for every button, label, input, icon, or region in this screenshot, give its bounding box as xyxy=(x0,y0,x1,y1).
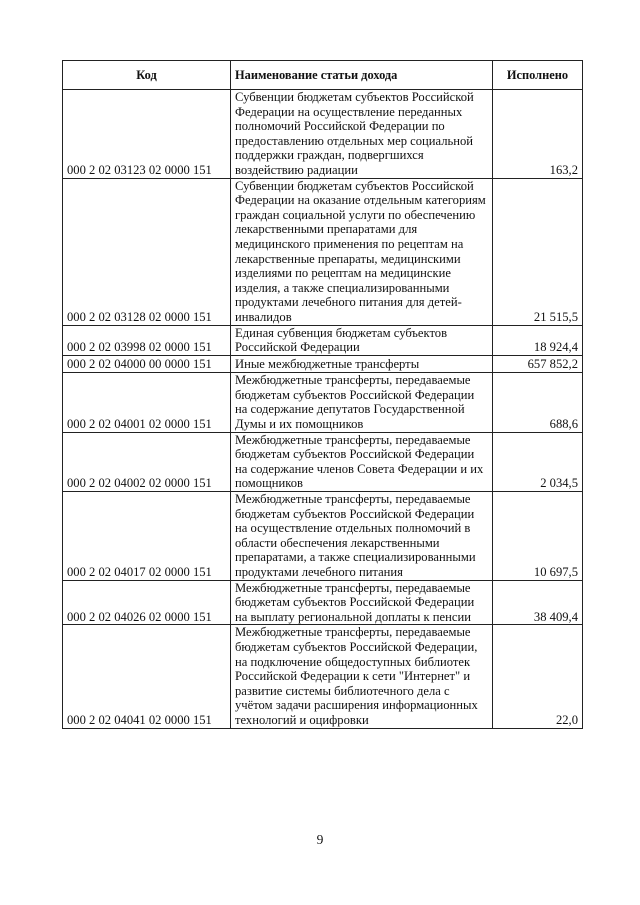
row-executed: 163,2 xyxy=(493,90,583,179)
table-row xyxy=(63,178,583,325)
row-name: Межбюджетные трансферты, передаваемые бюджетам субъектов Российской Федерации на выплату региональной доплаты к пенсии xyxy=(231,580,493,625)
row-code: 000 2 02 04017 02 0000 151 xyxy=(63,492,231,581)
table-row xyxy=(63,432,583,491)
row-name: Субвенции бюджетам субъектов Российской Федерации на оказание отдельным категориям граждан социальной услуги по обеспечению лекарственными препаратами для медицинского применения по рецептам на лекарственные препараты, медицинскими изделиями по рецептам на медицинские изделия, а также специализированными продуктами лечебного питания для детей-инвалидов xyxy=(231,178,493,325)
table-header xyxy=(63,61,583,90)
row-name: Единая субвенция бюджетам субъектов Российской Федерации xyxy=(231,325,493,355)
header-row xyxy=(63,61,583,90)
row-executed: 22,0 xyxy=(493,625,583,728)
column-header-executed: Исполнено xyxy=(493,61,583,90)
row-executed: 10 697,5 xyxy=(493,492,583,581)
table-row xyxy=(63,325,583,355)
row-code: 000 2 02 04001 02 0000 151 xyxy=(63,373,231,432)
row-code: 000 2 02 03998 02 0000 151 xyxy=(63,325,231,355)
row-name: Межбюджетные трансферты, передаваемые бюджетам субъектов Российской Федерации, на подключение общедоступных библиотек Российской Федерации к сети "Интернет" и развитие системы библиотечного дела с учётом задачи расширения информационных технологий и оцифровки xyxy=(231,625,493,728)
table-row xyxy=(63,492,583,581)
table-row xyxy=(63,90,583,179)
table-row xyxy=(63,373,583,432)
row-name: Межбюджетные трансферты, передаваемые бюджетам субъектов Российской Федерации на содержание членов Совета Федерации и их помощников xyxy=(231,432,493,491)
row-code: 000 2 02 04002 02 0000 151 xyxy=(63,432,231,491)
row-code: 000 2 02 03128 02 0000 151 xyxy=(63,178,231,325)
row-executed: 21 515,5 xyxy=(493,178,583,325)
row-name: Межбюджетные трансферты, передаваемые бюджетам субъектов Российской Федерации на осуществление отдельных полномочий в области обеспечения лекарственными препаратами, а также специализированными продуктами лечебного питания xyxy=(231,492,493,581)
table-row xyxy=(63,625,583,728)
table-row xyxy=(63,580,583,625)
page-number: 9 xyxy=(316,832,324,847)
table-body xyxy=(63,90,583,729)
row-code: 000 2 02 04041 02 0000 151 xyxy=(63,625,231,728)
row-executed: 657 852,2 xyxy=(493,355,583,373)
row-name: Межбюджетные трансферты, передаваемые бюджетам субъектов Российской Федерации на содержание депутатов Государственной Думы и их помощников xyxy=(231,373,493,432)
row-code: 000 2 02 03123 02 0000 151 xyxy=(63,90,231,179)
row-code: 000 2 02 04026 02 0000 151 xyxy=(63,580,231,625)
row-executed: 688,6 xyxy=(493,373,583,432)
row-name: Иные межбюджетные трансферты xyxy=(231,355,493,373)
column-header-name: Наименование статьи дохода xyxy=(231,61,493,90)
revenue-table xyxy=(62,60,583,729)
table-row xyxy=(63,355,583,373)
row-executed: 2 034,5 xyxy=(493,432,583,491)
row-executed: 18 924,4 xyxy=(493,325,583,355)
column-header-code: Код xyxy=(63,61,231,90)
row-executed: 38 409,4 xyxy=(493,580,583,625)
row-name: Субвенции бюджетам субъектов Российской Федерации на осуществление переданных полномочий Российской Федерации по предоставлению отдельных мер социальной поддержки граждан, подвергшихся воздействию радиации xyxy=(231,90,493,179)
row-code: 000 2 02 04000 00 0000 151 xyxy=(63,355,231,373)
